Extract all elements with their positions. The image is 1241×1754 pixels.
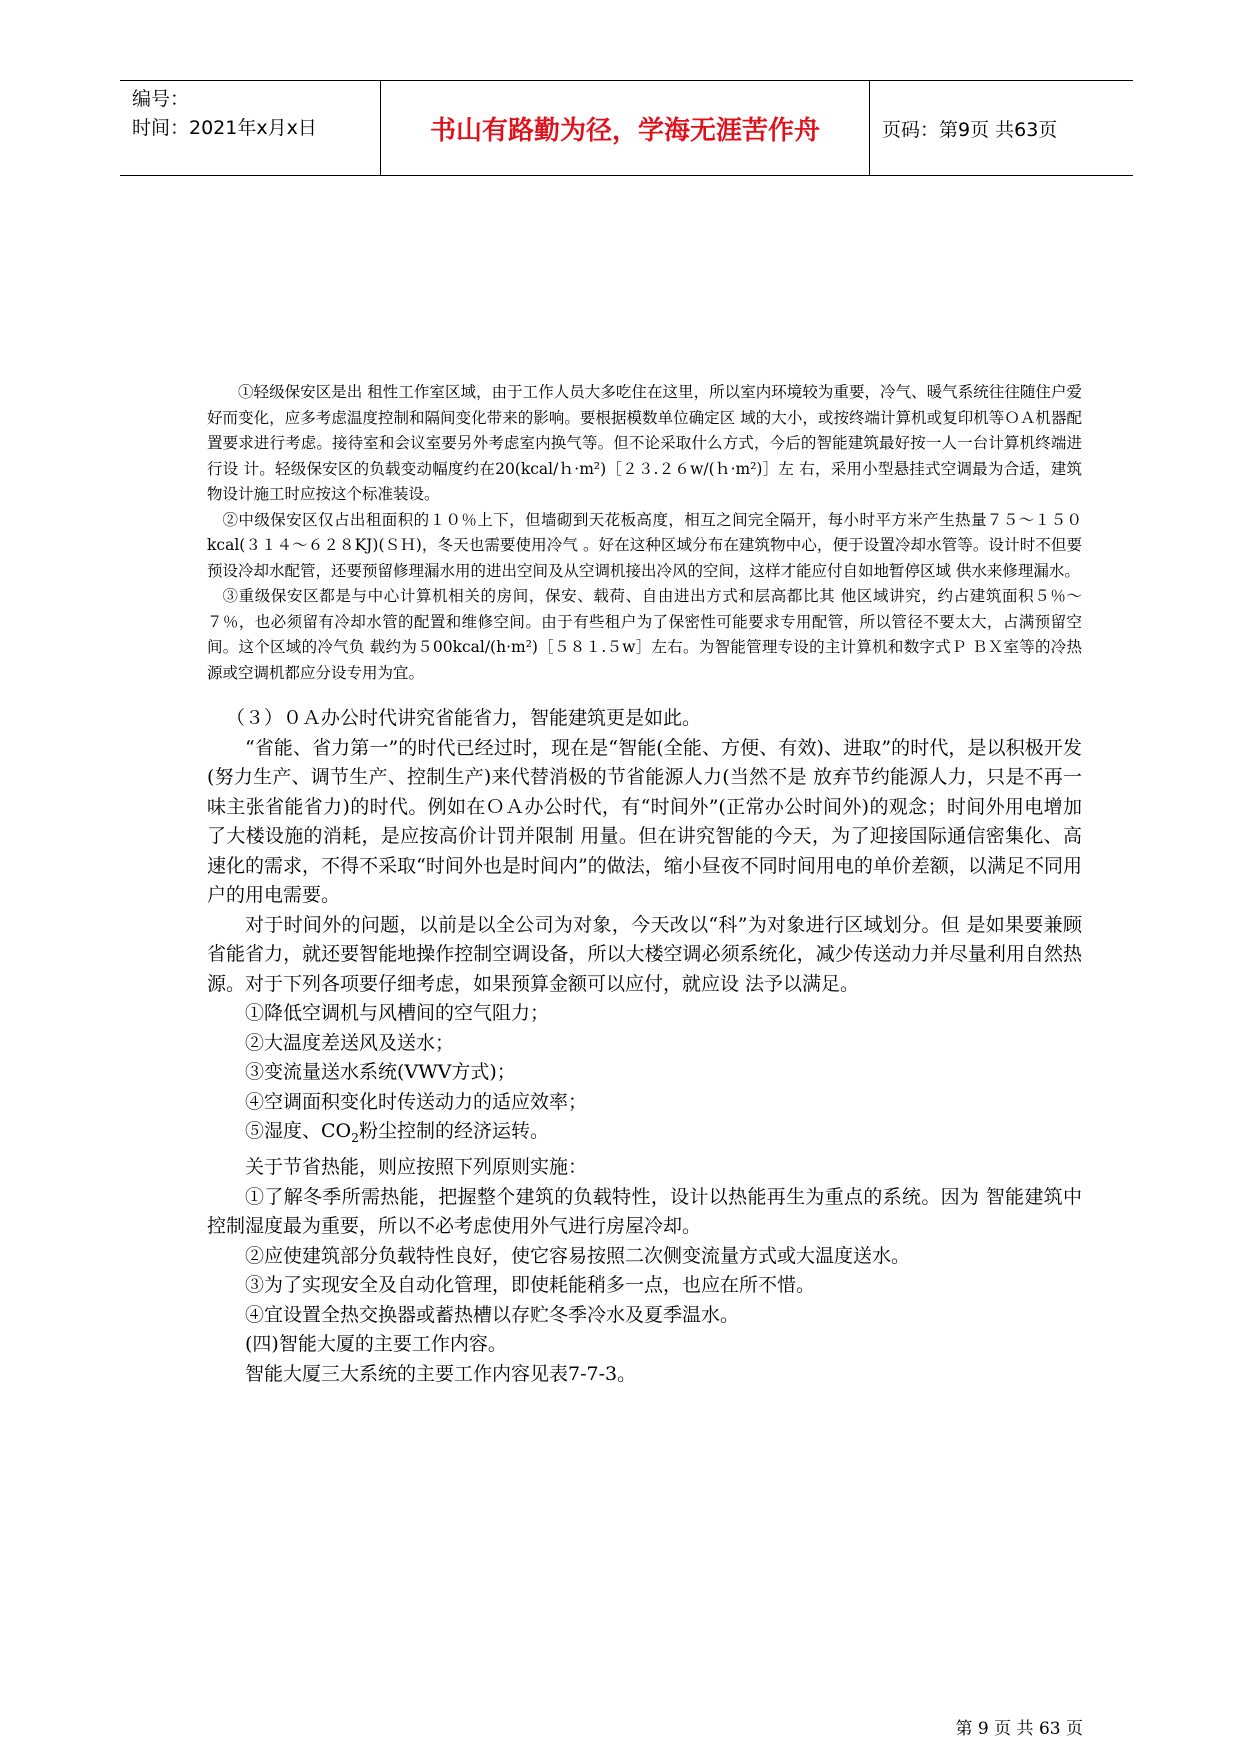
page-footer: 第 9 页 共 63 页: [955, 1719, 1083, 1739]
section-heading: （３）０Ａ办公时代讲究省能省力，智能建筑更是如此。: [226, 707, 702, 729]
list-item: ②大温度差送风及送水；: [245, 1031, 455, 1054]
section-heading: (四)智能大厦的主要工作内容。: [245, 1333, 507, 1356]
number-label: 编号：: [132, 88, 190, 110]
paragraph: 对于时间外的问题，以前是以全公司为对象，今天改以“科”为对象进行区域划分。但 是如果要兼顾省能省力，就还要智能地操作控制空调设备，所以大楼空调必须系统化，减少传送动力并尽量利用自然热源。对于下列各项要仔细考虑，如果预算金额可以应付，就应设 法予以满足。: [207, 913, 1082, 995]
header-info: [132, 85, 390, 171]
security-zone-section: [207, 380, 1082, 686]
list-item: ①降低空调机与风槽间的空气阻力；: [245, 1002, 550, 1024]
paragraph: 关于节省热能，则应按照下列原则实施：: [245, 1156, 588, 1179]
time-label: 时间：2021年x月x日: [132, 117, 317, 139]
list-item: ④宜设置全热交换器或蓄热槽以存贮冬季冷水及夏季温水。: [245, 1303, 740, 1326]
list-item: ②应使建筑部分负载特性良好，使它容易按照二次侧变流量方式或大温度送水。: [245, 1244, 911, 1267]
list-item: [207, 1117, 1082, 1153]
list-item: ①了解冬季所需热能，把握整个建筑的负载特性，设计以热能再生为重点的系统。因为 智能建筑中控制湿度最为重要，所以不必考虑使用外气进行房屋冷却。: [207, 1185, 1082, 1238]
paragraph: ③重级保安区都是与中心计算机相关的房间，保安、载荷、自由进出方式和层高都比其 他区域讲究，约占建筑面积５％～７％，也必须留有冷却水管的配置和维修空间。由于有些租户为了保密性可能要求专用配管，所以管径不要太大，占满预留空间。这个区域的冷气负 载约为５00kcal/(h·m²)［５８１.５w］左右。为智能管理专设的主计算机和数字式Ｐ ＢＸ室等的冷热源或空调机都应分设专用为宜。: [207, 587, 1082, 682]
list-item: ④空调面积变化时传送动力的适应效率；: [245, 1090, 588, 1113]
paragraph: ①轻级保安区是出 租性工作室区域，由于工作人员大多吃住在这里，所以室内环境较为重要，冷气、暖气系统往往随住户爱好而变化，应多考虑温度控制和隔间变化带来的影响。要根据模数单位确定区 域的大小，或按终端计算机或复印机等ＯＡ机器配置要求进行考虑。接待室和会议室要另外考虑室内换气等。但不论采取什么方式，今后的智能建筑最好按一人一台计算机终端进行设 计。轻级保安区的负载变动幅度约在20(kcal/ｈ·m²)［２３.２６w/(ｈ·m²)］左 右，采用小型悬挂式空调最为合适，建筑物设计施工时应按这个标准装设。: [207, 383, 1082, 503]
oa-section: [207, 704, 1082, 1389]
list-item: ③为了实现安全及自动化管理，即使耗能稍多一点，也应在所不惜。: [245, 1274, 816, 1297]
item5-pre: ⑤湿度、CO: [245, 1120, 352, 1142]
list-item: ③变流量送水系统(VWV方式)；: [245, 1061, 516, 1083]
paragraph: 智能大厦三大系统的主要工作内容见表7-7-3。: [245, 1362, 637, 1385]
item5-subscript: 2: [351, 1130, 359, 1145]
paragraph: “省能、省力第一”的时代已经过时，现在是“智能(全能、方便、有效)、进取”的时代，是以积极开发(努力生产、调节生产、控制生产)来代替消极的节省能源人力(当然不是 放弃节约能源人力，只是不再一味主张省能省力)的时代。例如在ＯＡ办公时代，有“时间外”(正常办公时间外)的观念；时间外用电增加了大楼设施的消耗，是应按高价计罚并限制 用量。但在讲究智能的今天，为了迎接国际通信密集化、高速化的需求，不得不采取“时间外也是时间内”的做法，缩小昼夜不同时间用电的单价差额，以满足不同用户的用电需要。: [207, 736, 1082, 906]
header-page-label: 页码：第9页 共63页: [882, 118, 1058, 141]
item5-post: 粉尘控制的经济运转。: [358, 1120, 549, 1142]
document-body: [207, 380, 1082, 1389]
paragraph: ②中级保安区仅占出租面积的１０％上下，但墙砌到天花板高度，相互之间完全隔开，每小时平方米产生热量７５～１５０kcal(３１４～６２８KJ)(ＳＨ)，冬天也需要使用冷气 。好在这种区域分布在建筑物中心，便于设置冷却水管等。设计时不但要预设冷却水配管，还要预留修理漏水用的进出空间及从空调机接出冷风的空间，这样才能应付自如地暂停区域 供水来修理漏水。: [207, 510, 1082, 580]
page-header: [120, 80, 1133, 176]
header-motto: 书山有路勤为径，学海无涯苦作舟: [380, 81, 870, 175]
